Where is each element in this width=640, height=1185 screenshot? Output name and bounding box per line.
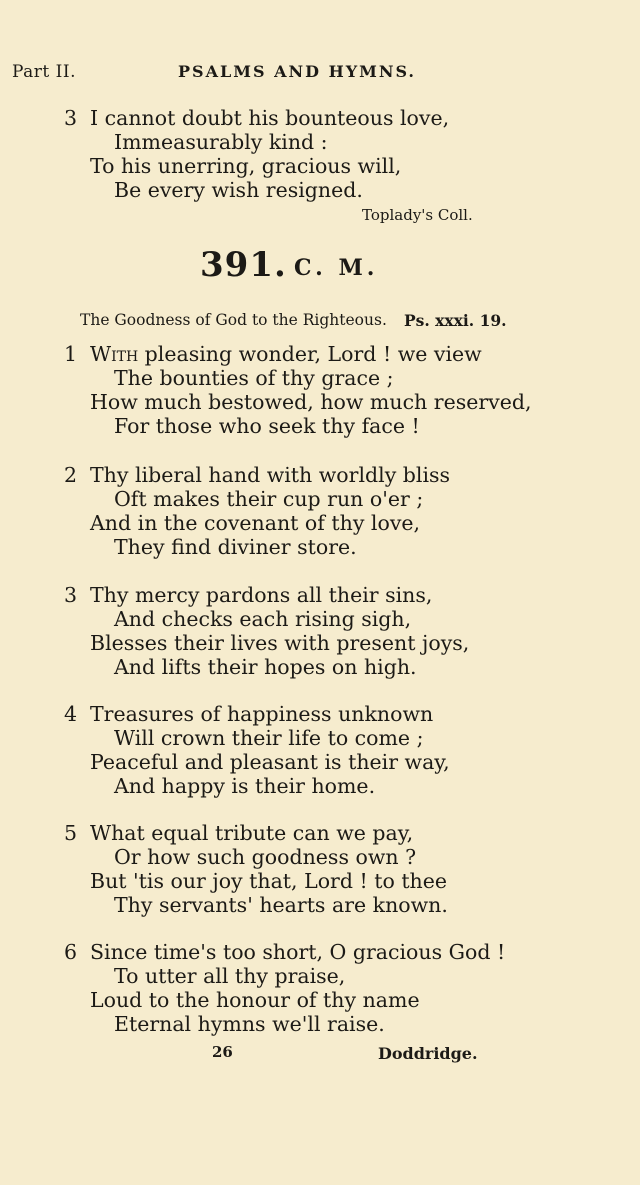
running-header-part: Part II. xyxy=(12,62,77,82)
verse-line: Will crown their life to come ; xyxy=(114,726,424,750)
verse-line: Thy mercy pardons all their sins, xyxy=(90,583,433,607)
hymn-subtitle: The Goodness of God to the Righteous. xyxy=(80,311,387,329)
verse-line: Treasures of happiness unknown xyxy=(90,702,434,726)
scripture-reference: Ps. xxxi. 19. xyxy=(404,311,507,330)
verse-line: Be every wish resigned. xyxy=(114,178,363,202)
verse-line: But 'tis our joy that, Lord ! to thee xyxy=(90,869,448,893)
verse-line: Immeasurably kind : xyxy=(114,130,328,154)
verse-line: I cannot doubt his bounteous love, xyxy=(90,106,450,130)
verse-line: And in the covenant of thy love, xyxy=(90,511,421,535)
verse-line: Thy liberal hand with worldly bliss xyxy=(90,463,451,487)
verse-line: Thy servants' hearts are known. xyxy=(114,893,448,917)
verse-line: Loud to the honour of thy name xyxy=(90,988,420,1012)
page-number: 26 xyxy=(212,1043,233,1061)
verse-number: 2 xyxy=(64,463,78,487)
attribution: Toplady's Coll. xyxy=(362,206,473,224)
verse-line xyxy=(90,342,482,366)
verse-number: 1 xyxy=(64,342,78,366)
hymn-number: 391. xyxy=(200,245,287,285)
author-signature: Doddridge. xyxy=(378,1044,478,1063)
verse-line: Eternal hymns we'll raise. xyxy=(114,1012,385,1036)
running-header-title: PSALMS AND HYMNS. xyxy=(178,62,416,81)
verse-line: They find diviner store. xyxy=(114,535,357,559)
verse-line: To his unerring, gracious will, xyxy=(90,154,402,178)
verse-number: 6 xyxy=(64,940,78,964)
verse-line: Blesses their lives with present joys, xyxy=(90,631,470,655)
verse-line: Or how such goodness own ? xyxy=(114,845,417,869)
verse-line: How much bestowed, how much reserved, xyxy=(90,390,532,414)
verse-line: And lifts their hopes on high. xyxy=(114,655,417,679)
verse-line: Oft makes their cup run o'er ; xyxy=(114,487,424,511)
first-word: With xyxy=(90,342,139,366)
hymn-meter: C. M. xyxy=(294,255,379,281)
verse-line: Peaceful and pleasant is their way, xyxy=(90,750,450,774)
verse-line: What equal tribute can we pay, xyxy=(90,821,414,845)
verse-number: 3 xyxy=(64,583,78,607)
verse-number: 4 xyxy=(64,702,78,726)
verse-line: And checks each rising sigh, xyxy=(114,607,412,631)
verse-line: The bounties of thy grace ; xyxy=(114,366,394,390)
first-line-rest: pleasing wonder, Lord ! we view xyxy=(138,342,482,366)
verse-number: 3 xyxy=(64,106,78,130)
verse-number: 5 xyxy=(64,821,78,845)
verse-line: And happy is their home. xyxy=(114,774,376,798)
verse-line: For those who seek thy face ! xyxy=(114,414,420,438)
verse-line: To utter all thy praise, xyxy=(114,964,346,988)
verse-line: Since time's too short, O gracious God ! xyxy=(90,940,506,964)
